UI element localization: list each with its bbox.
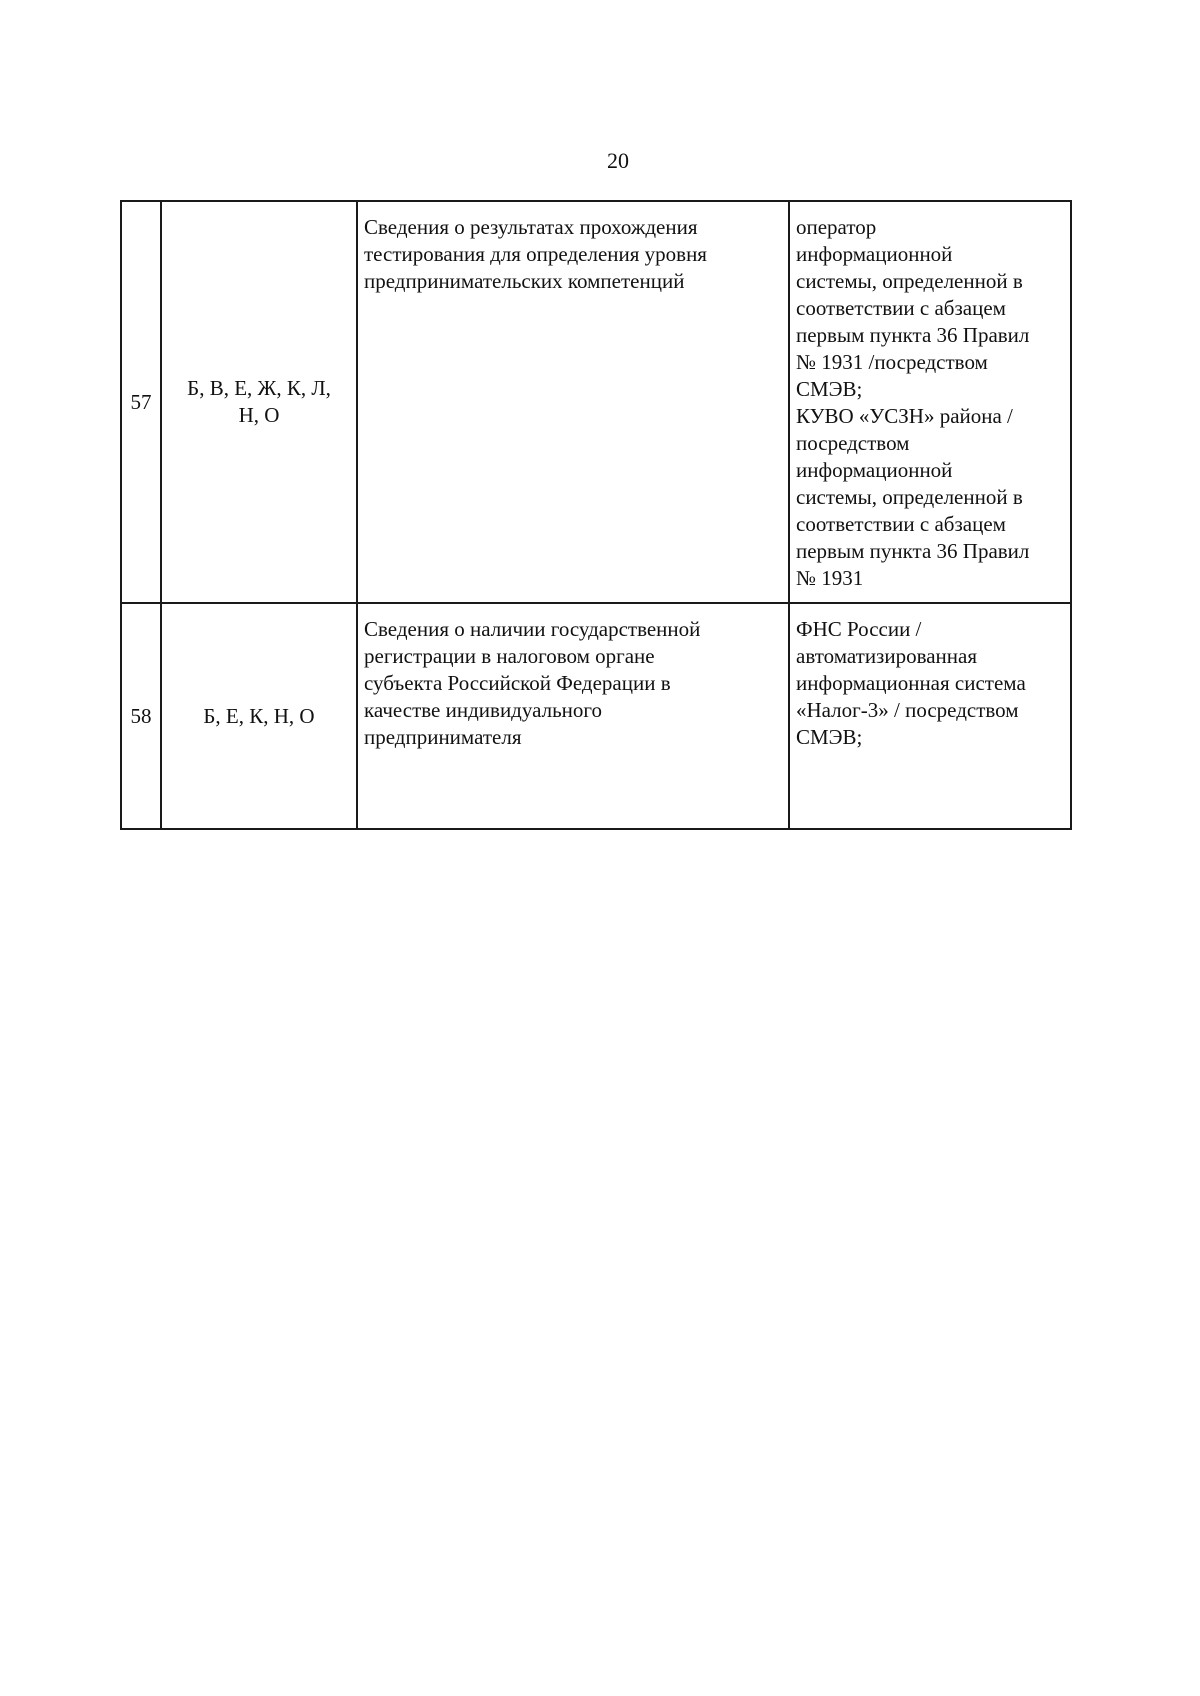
- info-line: регистрации в налоговом органе: [364, 644, 655, 668]
- info-line: предпринимателя: [364, 725, 522, 749]
- page-number: 20: [607, 148, 629, 173]
- source-line: ФНС России /: [796, 617, 922, 641]
- info-line: Сведения о результатах прохождения: [364, 215, 698, 239]
- source-line: информационная система: [796, 671, 1026, 695]
- source-line: соответствии с абзацем: [796, 296, 1006, 320]
- table-row: [121, 603, 1071, 829]
- row-information: [357, 603, 789, 829]
- source-line: СМЭВ;: [796, 377, 863, 401]
- info-line: качестве индивидуального: [364, 698, 602, 722]
- table-row: [121, 201, 1071, 603]
- info-line: предпринимательских компетенций: [364, 269, 685, 293]
- source-line: СМЭВ;: [796, 725, 863, 749]
- row-number: 57: [121, 201, 161, 603]
- codes-line: Б, В, Е, Ж, К, Л,: [187, 376, 331, 400]
- source-line: посредством: [796, 431, 910, 455]
- source-line: информационной: [796, 242, 953, 266]
- data-table: [120, 200, 1072, 830]
- source-line: автоматизированная: [796, 644, 978, 668]
- source-line: первым пункта 36 Правил: [796, 323, 1030, 347]
- row-codes: [161, 603, 357, 829]
- codes-line: Н, О: [238, 403, 280, 427]
- source-line: № 1931: [796, 566, 864, 590]
- source-line: системы, определенной в: [796, 269, 1023, 293]
- source-line: соответствии с абзацем: [796, 512, 1006, 536]
- row-number: 58: [121, 603, 161, 829]
- info-line: Сведения о наличии государственной: [364, 617, 701, 641]
- source-line: КУВО «УСЗН» района /: [796, 404, 1013, 428]
- info-line: субъекта Российской Федерации в: [364, 671, 671, 695]
- codes-line: Б, Е, К, Н, О: [203, 703, 315, 728]
- row-information: [357, 201, 789, 603]
- source-line: информационной: [796, 458, 953, 482]
- source-line: первым пункта 36 Правил: [796, 539, 1030, 563]
- source-line: оператор: [796, 215, 877, 239]
- row-source: [789, 201, 1071, 603]
- source-line: «Налог-3» / посредством: [796, 698, 1019, 722]
- info-line: тестирования для определения уровня: [364, 242, 707, 266]
- source-line: № 1931 /посредством: [796, 350, 988, 374]
- source-line: системы, определенной в: [796, 485, 1023, 509]
- row-source: [789, 603, 1071, 829]
- row-codes: [161, 201, 357, 603]
